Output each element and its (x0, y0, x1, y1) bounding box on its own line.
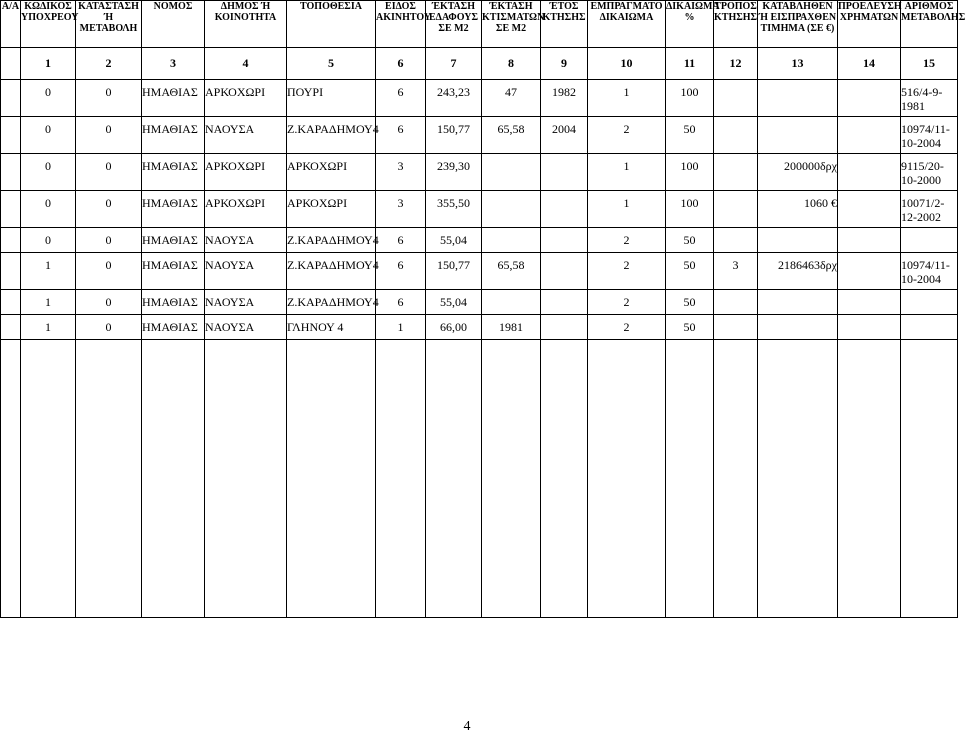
cell-timima (758, 117, 838, 154)
cell-nomos: ΗΜΑΘΙΑΣ (142, 154, 205, 191)
cell-arithmos: 10974/11-10-2004 (901, 253, 958, 290)
cell-etos (541, 228, 588, 253)
col-header-arithmos: ΑΡΙΘΜΟΣ ΜΕΤΑΒΟΛΗΣ (901, 1, 958, 48)
cell-nomos: ΗΜΑΘΙΑΣ (142, 253, 205, 290)
cell-empragmato: 2 (588, 117, 666, 154)
empty-cell (287, 340, 376, 618)
cell-dimos: ΝΑΟΥΣΑ (205, 117, 287, 154)
cell-edafos: 150,77 (426, 117, 482, 154)
cell-eidos: 6 (376, 290, 426, 315)
empty-cell (142, 340, 205, 618)
cell-kodikos: 0 (21, 228, 76, 253)
cell-aa (1, 253, 21, 290)
col-header-aa: Α/Α (1, 1, 21, 48)
empty-cell (758, 340, 838, 618)
cell-dikaioma: 100 (666, 154, 714, 191)
cell-kodikos: 0 (21, 117, 76, 154)
cell-nomos: ΗΜΑΘΙΑΣ (142, 117, 205, 154)
empty-cell (666, 340, 714, 618)
cell-dikaioma: 100 (666, 191, 714, 228)
table-row (1, 117, 958, 154)
empty-cell (838, 340, 901, 618)
table-row (1, 191, 958, 228)
cell-topothesia: ΑΡΚΟΧΩΡΙ (287, 154, 376, 191)
cell-tropos: 3 (714, 253, 758, 290)
col-header-katastasi: ΚΑΤΑΣΤΑΣΗ Ή ΜΕΤΑΒΟΛΗ (76, 1, 142, 48)
cell-ktismata: 65,58 (482, 253, 541, 290)
table-row (1, 290, 958, 315)
cell-etos (541, 154, 588, 191)
cell-katastasi: 0 (76, 228, 142, 253)
col-header-edafos: ΈΚΤΑΣΗ ΕΔΑΦΟΥΣ ΣΕ Μ2 (426, 1, 482, 48)
cell-tropos (714, 290, 758, 315)
cell-eidos: 1 (376, 315, 426, 340)
cell-proeleusi (838, 253, 901, 290)
col-header-topothesia: ΤΟΠΟΘΕΣΙΑ (287, 1, 376, 48)
cell-dimos: ΑΡΚΟΧΩΡΙ (205, 80, 287, 117)
column-number: 3 (142, 48, 205, 80)
cell-timima (758, 315, 838, 340)
cell-dimos: ΑΡΚΟΧΩΡΙ (205, 191, 287, 228)
cell-aa (1, 290, 21, 315)
cell-dimos: ΝΑΟΥΣΑ (205, 290, 287, 315)
cell-etos (541, 315, 588, 340)
table-header (1, 1, 965, 48)
col-header-dimos: ΔΗΜΟΣ Ή ΚΟΙΝΟΤΗΤΑ (205, 1, 287, 48)
cell-kodikos: 1 (21, 290, 76, 315)
table-body (1, 80, 958, 618)
cell-ktismata (482, 228, 541, 253)
header-row (1, 1, 958, 48)
cell-dimos: ΝΑΟΥΣΑ (205, 228, 287, 253)
cell-nomos: ΗΜΑΘΙΑΣ (142, 191, 205, 228)
cell-empragmato: 1 (588, 154, 666, 191)
column-number-blank (1, 48, 21, 80)
cell-etos (541, 290, 588, 315)
cell-dikaioma: 50 (666, 290, 714, 315)
cell-proeleusi (838, 80, 901, 117)
col-header-kodikos: ΚΩΔΙΚΟΣ ΥΠΟΧΡΕΟΥ (21, 1, 76, 48)
cell-katastasi: 0 (76, 154, 142, 191)
col-header-tropos: ΤΡΟΠΟΣ ΚΤΗΣΗΣ (714, 1, 758, 48)
cell-proeleusi (838, 228, 901, 253)
cell-dikaioma: 100 (666, 80, 714, 117)
cell-kodikos: 1 (21, 253, 76, 290)
cell-dikaioma: 50 (666, 117, 714, 154)
cell-topothesia: ΓΛΗΝΟΥ 4 (287, 315, 376, 340)
empty-cell (714, 340, 758, 618)
cell-proeleusi (838, 191, 901, 228)
cell-etos: 1982 (541, 80, 588, 117)
empty-cell (482, 340, 541, 618)
cell-dimos: ΑΡΚΟΧΩΡΙ (205, 154, 287, 191)
cell-kodikos: 1 (21, 315, 76, 340)
cell-kodikos: 0 (21, 80, 76, 117)
cell-arithmos: 9115/20-10-2000 (901, 154, 958, 191)
table-row (1, 253, 958, 290)
cell-proeleusi (838, 315, 901, 340)
cell-aa (1, 191, 21, 228)
cell-eidos: 6 (376, 80, 426, 117)
cell-timima (758, 80, 838, 117)
cell-empragmato: 2 (588, 253, 666, 290)
cell-timima: 1060 € (758, 191, 838, 228)
cell-dikaioma: 50 (666, 315, 714, 340)
cell-timima: 2186463δρχ (758, 253, 838, 290)
cell-arithmos: 516/4-9-1981 (901, 80, 958, 117)
cell-arithmos: 10071/2-12-2002 (901, 191, 958, 228)
cell-eidos: 6 (376, 253, 426, 290)
cell-eidos: 3 (376, 154, 426, 191)
column-number: 2 (76, 48, 142, 80)
cell-ktismata (482, 191, 541, 228)
column-number: 5 (287, 48, 376, 80)
table-row (1, 154, 958, 191)
empty-cell (541, 340, 588, 618)
cell-katastasi: 0 (76, 253, 142, 290)
cell-empragmato: 1 (588, 80, 666, 117)
cell-arithmos (901, 315, 958, 340)
column-number: 11 (666, 48, 714, 80)
cell-dimos: ΝΑΟΥΣΑ (205, 315, 287, 340)
cell-tropos (714, 80, 758, 117)
cell-proeleusi (838, 117, 901, 154)
table-row (1, 80, 958, 117)
column-number: 14 (838, 48, 901, 80)
cell-timima (758, 290, 838, 315)
cell-dikaioma: 50 (666, 228, 714, 253)
cell-tropos (714, 228, 758, 253)
cell-tropos (714, 191, 758, 228)
column-number-row-group (1, 48, 958, 80)
table-row (1, 315, 958, 340)
cell-edafos: 55,04 (426, 290, 482, 315)
cell-topothesia: ΠΟΥΡΙ (287, 80, 376, 117)
cell-topothesia: Ζ.ΚΑΡΑΔΗΜΟΥ4 (287, 117, 376, 154)
column-number: 4 (205, 48, 287, 80)
cell-nomos: ΗΜΑΘΙΑΣ (142, 80, 205, 117)
cell-etos (541, 253, 588, 290)
cell-aa (1, 117, 21, 154)
cell-edafos: 243,23 (426, 80, 482, 117)
cell-etos: 2004 (541, 117, 588, 154)
col-header-empragmato: ΕΜΠΡΑΓΜΑΤΟ ΔΙΚΑΙΩΜΑ (588, 1, 666, 48)
cell-ktismata (482, 290, 541, 315)
column-number: 13 (758, 48, 838, 80)
column-number: 15 (901, 48, 958, 80)
cell-topothesia: Ζ.ΚΑΡΑΔΗΜΟΥ4 (287, 228, 376, 253)
cell-ktismata: 65,58 (482, 117, 541, 154)
col-header-dikaioma: ΔΙΚΑΙΩΜΑ % (666, 1, 714, 48)
cell-kodikos: 0 (21, 154, 76, 191)
col-header-eidos: ΕΙΔΟΣ ΑΚΙΝΗΤΟΥ (376, 1, 426, 48)
column-number: 8 (482, 48, 541, 80)
cell-aa (1, 154, 21, 191)
cell-topothesia: Ζ.ΚΑΡΑΔΗΜΟΥ4 (287, 253, 376, 290)
col-header-ktismata: ΈΚΤΑΣΗ ΚΤΙΣΜΑΤΩΝ ΣΕ Μ2 (482, 1, 541, 48)
cell-edafos: 355,50 (426, 191, 482, 228)
cell-edafos: 55,04 (426, 228, 482, 253)
cell-dikaioma: 50 (666, 253, 714, 290)
cell-eidos: 3 (376, 191, 426, 228)
table-row (1, 228, 958, 253)
cell-timima: 200000δρχ (758, 154, 838, 191)
cell-nomos: ΗΜΑΘΙΑΣ (142, 315, 205, 340)
cell-arithmos: 10974/11-10-2004 (901, 117, 958, 154)
cell-tropos (714, 315, 758, 340)
empty-cell (376, 340, 426, 618)
col-header-timima: ΚΑΤΑΒΛΗΘΕΝ Ή ΕΙΣΠΡΑΧΘΕΝ ΤΙΜΗΜΑ (ΣΕ €) (758, 1, 838, 48)
column-number: 1 (21, 48, 76, 80)
cell-ktismata: 47 (482, 80, 541, 117)
col-header-nomos: ΝΟΜΟΣ (142, 1, 205, 48)
empty-cell (76, 340, 142, 618)
cell-proeleusi (838, 154, 901, 191)
empty-cell (588, 340, 666, 618)
empty-cell (21, 340, 76, 618)
cell-empragmato: 2 (588, 290, 666, 315)
empty-cell (426, 340, 482, 618)
cell-ktismata (482, 154, 541, 191)
cell-edafos: 150,77 (426, 253, 482, 290)
cell-aa (1, 80, 21, 117)
column-number: 6 (376, 48, 426, 80)
page-number: 4 (463, 719, 471, 734)
cell-katastasi: 0 (76, 117, 142, 154)
cell-topothesia: ΑΡΚΟΧΩΡΙ (287, 191, 376, 228)
cell-empragmato: 2 (588, 315, 666, 340)
cell-nomos: ΗΜΑΘΙΑΣ (142, 228, 205, 253)
cell-aa (1, 228, 21, 253)
column-number-row (1, 48, 958, 80)
cell-empragmato: 2 (588, 228, 666, 253)
cell-tropos (714, 117, 758, 154)
column-number: 9 (541, 48, 588, 80)
cell-tropos (714, 154, 758, 191)
empty-filler-row (1, 340, 958, 618)
cell-katastasi: 0 (76, 191, 142, 228)
col-header-etos: ΈΤΟΣ ΚΤΗΣΗΣ (541, 1, 588, 48)
cell-arithmos (901, 228, 958, 253)
cell-katastasi: 0 (76, 315, 142, 340)
cell-edafos: 239,30 (426, 154, 482, 191)
cell-katastasi: 0 (76, 80, 142, 117)
cell-kodikos: 0 (21, 191, 76, 228)
cell-arithmos (901, 290, 958, 315)
cell-dimos: ΝΑΟΥΣΑ (205, 253, 287, 290)
cell-eidos: 6 (376, 228, 426, 253)
cell-eidos: 6 (376, 117, 426, 154)
cell-ktismata: 1981 (482, 315, 541, 340)
cell-empragmato: 1 (588, 191, 666, 228)
cell-timima (758, 228, 838, 253)
cell-proeleusi (838, 290, 901, 315)
cell-topothesia: Ζ.ΚΑΡΑΔΗΜΟΥ4 (287, 290, 376, 315)
column-number: 12 (714, 48, 758, 80)
column-number: 7 (426, 48, 482, 80)
cell-aa (1, 315, 21, 340)
cell-etos (541, 191, 588, 228)
cell-nomos: ΗΜΑΘΙΑΣ (142, 290, 205, 315)
cell-katastasi: 0 (76, 290, 142, 315)
column-number: 10 (588, 48, 666, 80)
col-header-proeleusi: ΠΡΟΕΛΕΥΣΗ ΧΡΗΜΑΤΩΝ (838, 1, 901, 48)
empty-cell (205, 340, 287, 618)
cell-edafos: 66,00 (426, 315, 482, 340)
empty-cell (901, 340, 958, 618)
empty-cell (1, 340, 21, 618)
